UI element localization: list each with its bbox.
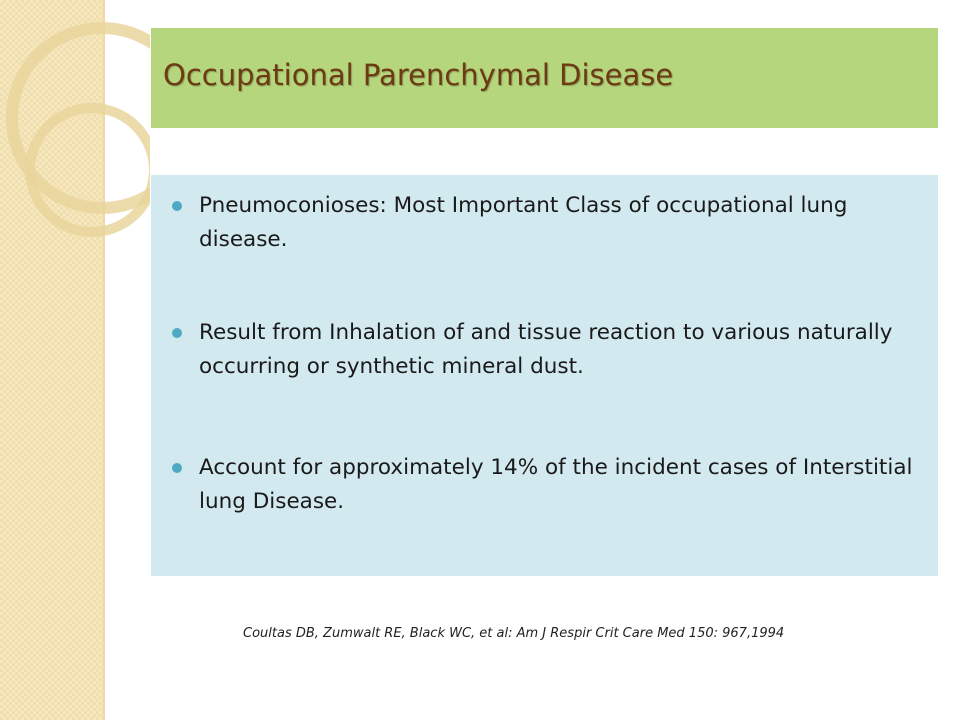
- bullet-text: Account for approximately 14% of the incident cases of Interstitial lung Disease.: [199, 455, 913, 514]
- inner-ring: [30, 108, 150, 232]
- bullet-dot-icon: [172, 201, 182, 211]
- content-box: [151, 175, 938, 576]
- bullet-text: Result from Inhalation of and tissue reaction to various naturally occurring or synthetic mineral dust.: [199, 320, 893, 379]
- bullet-dot-icon: [172, 463, 182, 473]
- bullet-text: Pneumoconioses: Most Important Class of occupational lung disease.: [199, 193, 848, 252]
- title-band: [151, 28, 938, 128]
- slide-title: Occupational Parenchymal Disease: [163, 58, 674, 92]
- citation-reference: Coultas DB, Zumwalt RE, Black WC, et al: Am J Respir Crit Care Med 150: 967,1994: [243, 626, 785, 641]
- bullet-dot-icon: [172, 328, 182, 338]
- decorative-rings: [0, 0, 150, 260]
